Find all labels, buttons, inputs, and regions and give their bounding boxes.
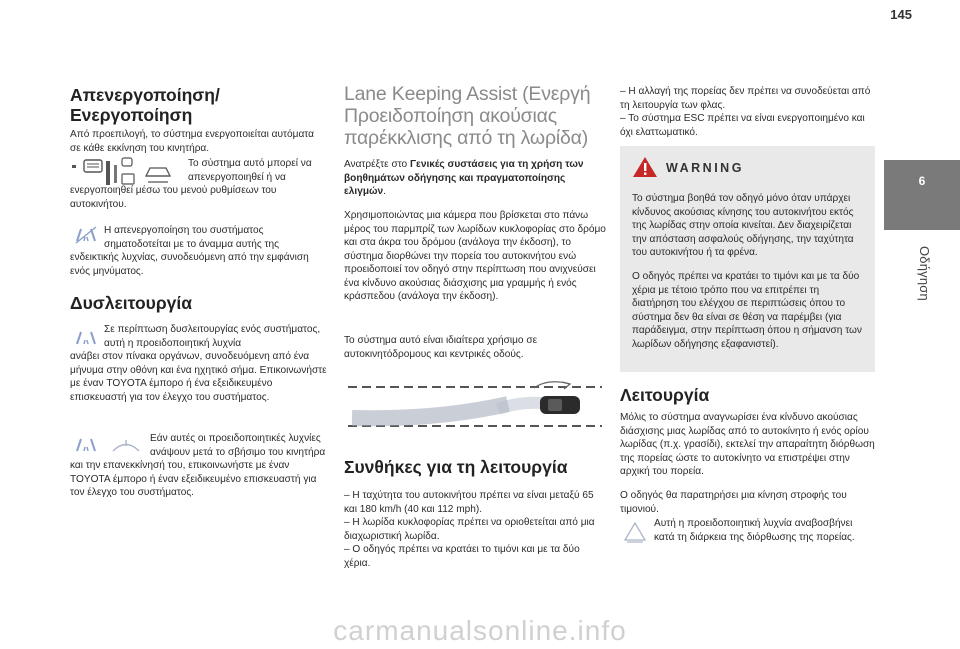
- paragraph-restart-right: Εάν αυτές οι προειδοποιητικές λυχνίες ανάψουν μετά το σβήσιμο του κινητήρα: [150, 433, 326, 458]
- paragraph-reference: [344, 158, 606, 199]
- steering-warning-icon: [110, 436, 142, 459]
- paragraph-menu: ενεργοποιηθεί μέσω του μενού ρυθμίσεων του αυτοκινήτου.: [70, 185, 277, 210]
- condition-speed: – Η ταχύτητα του αυτοκινήτου πρέπει να είναι μεταξύ 65 και 180 km/h (40 και 112 mph).: [344, 490, 594, 515]
- condition-indicators: – Η αλλαγή της πορείας δεν πρέπει να συνοδεύεται από τη λειτουργία των φλας.: [620, 86, 871, 111]
- lane-keeping-title: Lane Keeping Assist (Ενεργή Προειδοποίηση ακούσιας παρέκκλισης από τη λωρίδα): [344, 83, 591, 149]
- lane-departure-illustration: [348, 374, 602, 439]
- reference-prefix: Ανατρέξτε στο: [344, 159, 410, 170]
- paragraph-description: Χρησιμοποιώντας μια κάμερα που βρίσκεται στο πάνω μέρος του παρμπρίζ των λωρίδων κυκλοφορίας στο δρόμο και στα άκρα του δρόμου (ανάλογα την έκδοση), το σύστημα διορθώνει την πορεία του αυτοκινήτου ενώ προειδοποιεί τον οδηγό στην περίπτωση που ανιχνεύσει ένα κίνδυνο ακούσιας διάσχισης μια γραμμής ή ενός κράσπεδου (ανάλογα την έκδοση).: [344, 210, 606, 302]
- condition-lane-marking: – Η λωρίδα κυκλοφορίας πρέπει να οριοθετείται από μια διαχωριστική λωρίδα.: [344, 517, 595, 542]
- reference-link-text: Γενικές συστάσεις για τη χρήση των βοηθημάτων οδήγησης και πραγματοποίησης ελιγμών: [344, 159, 584, 197]
- warning-box: [620, 146, 875, 372]
- section-heading-operation: Λειτουργία: [620, 385, 710, 405]
- paragraph-correction-light: Αυτή η προειδοποιητική λυχνία αναβοσβήνει κατά τη διάρκεια της διόρθωσης της πορείας.: [654, 518, 855, 543]
- paragraph-menu-right: Το σύστημα αυτό μπορεί να απενεργοποιηθεί ή να: [188, 158, 312, 183]
- paragraph-operation: Μόλις το σύστημα αναγνωρίσει ένα κίνδυνο ακούσιας διάσχισης μιας λωρίδας από το αυτοκίνητο ή ενός ορίου λωρίδας (π.χ. γρασίδι), εκτελεί την απαραίτητη διόρθωση της πορείας ώστε το αυτοκίνητο να επιστρέψει στην αρχική του πορεία.: [620, 412, 875, 477]
- warning-title: WARNING: [666, 161, 744, 175]
- warning-paragraph-2: Ο οδηγός πρέπει να κρατάει το τιμόνι και με τα δύο χέρια με τέτοιο τρόπο που να επιτρέπει τη διατήρηση του ελέγχου σε περιπτώσεις όπου το σύστημα δεν θα είναι σε θέση να παρέμβει (για παράδειγμα, στην περίπτωση όπου η σήμανση των λωρίδων οδήγησης εξαφανιστεί).: [632, 271, 862, 350]
- lane-keeping-off-icon: [74, 225, 98, 250]
- paragraph-malfunction-right: Σε περίπτωση δυσλειτουργίας ενός συστήματος, αυτή η προειδοποιητική λυχνία: [104, 324, 321, 349]
- page-number: 145: [890, 7, 912, 22]
- paragraph-default-on: Από προεπιλογή, το σύστημα ενεργοποιείται αυτόματα σε κάθε εκκίνηση του κινητήρα.: [70, 129, 314, 154]
- reference-suffix: .: [383, 186, 386, 197]
- warning-triangle-icon: [632, 156, 658, 183]
- chapter-number: 6: [918, 174, 926, 188]
- heading-line-2: Ενεργοποίηση: [70, 105, 193, 125]
- section-heading-malfunction: Δυσλειτουργία: [70, 293, 193, 313]
- steering-correction-icon: [622, 520, 648, 549]
- heading-line-1: Απενεργοποίηση/: [70, 85, 220, 105]
- paragraph-malfunction: ανάβει στον πίνακα οργάνων, συνοδευόμενη από ένα μήνυμα στην οθόνη και ένα ηχητικό σήμα. Επικοινωνήστε με έναν TOYOTA έμπορο ή ένα εξειδικευμένο επισκευαστή για τον έλεγχο του συστήματος.: [70, 351, 327, 403]
- chapter-tab: [884, 160, 960, 230]
- warning-paragraph-1: Το σύστημα βοηθά τον οδηγό μόνο όταν υπάρχει κίνδυνος ακούσιας κίνησης του αυτοκινήτου εκτός της λωρίδας στην οποία κινείται. Δεν διαχειρίζεται την απόσταση ασφαλούς οδήγησης, την ταχύτητα του αυτοκινήτου ή τα φρένα.: [632, 193, 854, 258]
- lane-warning-icon-2: [74, 435, 98, 460]
- section-heading-deactivation: [70, 85, 220, 125]
- paragraph-usefulness: Το σύστημα αυτό είναι ιδιαίτερα χρήσιμο σε αυτοκινητόδρομους και κεντρικές οδούς.: [344, 335, 538, 360]
- paragraph-restart: και την επανεκκίνησή του, επικοινωνήστε με έναν TOYOTA έμπορο ή έναν εξειδικευμένο επισκευαστή για τον έλεγχο του συστήματος.: [70, 460, 317, 498]
- watermark: carmanualsonline.info: [333, 615, 627, 646]
- condition-hands: – Ο οδηγός πρέπει να κρατάει το τιμόνι και με τα δύο χέρια.: [344, 544, 580, 569]
- condition-esc: – Το σύστημα ESC πρέπει να είναι ενεργοποιημένο και όχι ελαττωματικό.: [620, 113, 865, 138]
- chapter-label: Οδήγηση: [917, 246, 932, 301]
- paragraph-off-indicator: ενδεικτικής λυχνίας, συνοδευόμενη από την εμφάνιση ενός μηνύματος.: [70, 252, 309, 277]
- section-heading-conditions: Συνθήκες για τη λειτουργία: [344, 457, 568, 477]
- paragraph-steering-movement: Ο οδηγός θα παρατηρήσει μια κίνηση στροφής του τιμονιού.: [620, 490, 847, 515]
- paragraph-off-indicator-right: Η απενεργοποίηση του συστήματος σηματοδοτείται με το άναμμα αυτής της: [104, 225, 279, 250]
